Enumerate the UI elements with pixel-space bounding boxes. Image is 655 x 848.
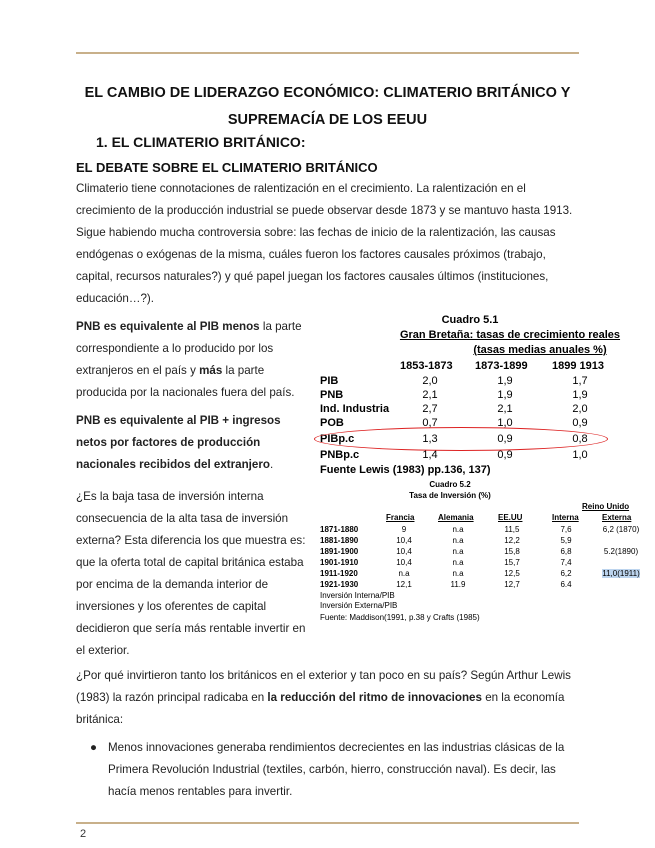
top-rule [76, 52, 579, 54]
table-row [320, 580, 640, 590]
title-line-2: SUPREMACÍA DE LOS EEUU [227, 112, 428, 128]
para-2-text-a: ¿Por qué invirtieron tanto los británicos en el exterior y tan poco en su país? Según Arthur Lewis (1983) la razón principal radicaba en [76, 669, 571, 704]
table-row [320, 547, 640, 557]
row-label: PIB [320, 375, 339, 387]
table-cell: 2,0 [572, 403, 588, 415]
section-heading: 1. EL CLIMATERIO BRITÁNICO: [96, 134, 306, 150]
table-cell: n.a [452, 525, 464, 534]
table-cell: 10,4 [396, 536, 412, 545]
table-row [320, 449, 620, 463]
title-line-1: EL CAMBIO DE LIDERAZGO ECONÓMICO: CLIMATERIO BRITÁNICO Y [84, 85, 571, 101]
pnb-1-bold-a: PNB es equivalente al PIB menos [76, 320, 260, 333]
row-label: PIBp.c [320, 433, 355, 445]
table-cell: 1,9 [497, 375, 513, 387]
table-row [320, 375, 620, 389]
row-label: 1871-1880 [320, 525, 359, 534]
table-cell: 7,6 [560, 525, 572, 534]
page-number: 2 [80, 828, 87, 840]
bullet-icon: ● [90, 741, 98, 754]
table-cell: 1,0 [497, 417, 513, 429]
table-5-2-source: Fuente: Maddison(1991, p.38 y Crafts (1985) [320, 613, 480, 622]
table-cell: 2,0 [422, 375, 438, 387]
table-5-1-header: 1873-1899 [475, 360, 528, 372]
table-cell: 0,9 [497, 433, 513, 445]
table-cell: n.a [452, 547, 464, 556]
table-cell: 1,3 [422, 433, 438, 445]
row-label: PNB [320, 389, 344, 401]
table-row [320, 536, 640, 546]
table-cell: 0,9 [497, 449, 513, 461]
para-2-text-b: en la economía británica: [76, 691, 565, 726]
intro-paragraph: Climaterio tiene connotaciones de ralentización en el crecimiento. La ralentización en el crecimiento de la producción industrial se puede observar desde 1873 y se mantuvo hasta 1913. Sigue habiendo mucha controversia sobre: las fechas de inicio de la ralentización, las causas endógenas o exógenas de la misma, cuáles fueron los factores causales próximos (trabajo, capital, recursos naturales?) y qué papel juegan los factores causales últimos (instituciones, educación…?). [76, 182, 573, 305]
pnb-2-end: . [269, 458, 274, 471]
table-5-2-note: Inversión Externa/PIB [320, 601, 398, 610]
table-cell: 2,1 [497, 403, 513, 415]
table-cell: 0,8 [572, 433, 588, 445]
table-5-2-header: Alemania [438, 513, 474, 522]
row-label: 1881-1890 [320, 536, 359, 545]
table-5-1-header: 1899 1913 [552, 360, 604, 372]
subsection-heading: EL DEBATE SOBRE EL CLIMATERIO BRITÁNICO [76, 160, 378, 175]
bullet-text: Menos innovaciones generaba rendimientos decrecientes en las industrias clásicas de la Primera Revolución Industrial (textiles, carbón, hierro, construcción naval). Es decir, las hacía menos rentables para invertir. [108, 741, 565, 798]
table-cell: 7,4 [560, 558, 572, 567]
row-label: Ind. Industria [320, 403, 390, 415]
table-cell: 15,8 [504, 547, 520, 556]
bottom-rule [76, 822, 579, 824]
table-5-2-header: Francia [386, 513, 415, 522]
table-cell: 6,8 [560, 547, 572, 556]
table-cell: 10,4 [396, 547, 412, 556]
table-cell: n.a [452, 536, 464, 545]
table-row [320, 558, 640, 568]
table-cell: n.a [452, 569, 464, 578]
table-5-2-header: Externa [602, 513, 632, 522]
table-row [320, 403, 620, 417]
table-cell: 12,1 [396, 580, 412, 589]
table-5-1-subtitle: (tasas medias anuales %) [473, 344, 607, 356]
table-cell: 6,2 (1870) [602, 525, 640, 534]
table-row [320, 389, 620, 403]
row-label: PNBp.c [320, 449, 360, 461]
table-cell: n.a [398, 569, 410, 578]
highlighted-value: 11,0(1911) [602, 569, 640, 578]
table-cell: 1,7 [572, 375, 588, 387]
table-cell: 1,0 [572, 449, 588, 461]
table-cell: 2,1 [422, 389, 438, 401]
table-cell: 1,4 [422, 449, 438, 461]
pnb-definition-1 [76, 316, 314, 404]
table-5-1-header: 1853-1873 [400, 360, 453, 372]
row-label: POB [320, 417, 344, 429]
table-cell: 11.9 [450, 580, 466, 589]
table-cell: 12,5 [504, 569, 520, 578]
row-label: 1891-1900 [320, 547, 359, 556]
innovation-paragraph [76, 665, 582, 731]
row-label: 1911-1920 [320, 569, 358, 578]
investment-question: ¿Es la baja tasa de inversión interna consecuencia de la alta tasa de inversión externa? Esta diferencia los que muestra es: que la oferta total de capital británica estaba por encima de la demanda interior de inversiones y los oferentes de capital decidieron que sería más rentable invertir en el exterior. [76, 490, 306, 657]
table-5-1-title: Gran Bretaña: tasas de crecimiento reales [399, 329, 621, 341]
table-row [320, 569, 640, 579]
highlight-ellipse [314, 427, 608, 451]
table-row [320, 525, 640, 535]
table-cell: 12,7 [504, 580, 520, 589]
table-cell: 5,9 [560, 536, 572, 545]
pnb-1-bold-b: más [199, 364, 223, 377]
table-cell: n.a [452, 558, 464, 567]
table-cell: 10,4 [396, 558, 412, 567]
table-cell: 0,9 [572, 417, 588, 429]
table-5-2-note: Inversión Interna/PIB [320, 591, 395, 600]
table-cell: 1,9 [572, 389, 588, 401]
pnb-1-text-b: la parte producida por la nacionales fuera del país. [76, 364, 295, 399]
table-5-2-header: Interna [552, 513, 579, 522]
table-cell: 11,5 [504, 525, 520, 534]
table-cell: 5.2(1890) [603, 547, 639, 556]
table-cell: 1,9 [497, 389, 513, 401]
para-2-bold: la reducción del ritmo de innovaciones [267, 691, 482, 704]
table-cell: 2,7 [422, 403, 438, 415]
table-5-2-group-header: Reino Unido [582, 502, 630, 511]
row-label: 1921-1930 [320, 580, 359, 589]
table-cell: 15,7 [504, 558, 520, 567]
table-5-2-caption: Cuadro 5.2 [429, 480, 471, 489]
row-label: 1901-1910 [320, 558, 359, 567]
table-5-2-header: EE.UU [498, 513, 523, 522]
table-cell: 0,7 [422, 417, 438, 429]
table-5-1-source: Fuente Lewis (1983) pp.136, 137) [320, 464, 491, 476]
list-item [90, 737, 582, 803]
document-title [76, 80, 579, 134]
table-cell-highlighted [592, 569, 650, 578]
table-5-2-title: Tasa de Inversión (%) [409, 491, 491, 500]
table-5-1-caption: Cuadro 5.1 [441, 314, 499, 326]
table-cell: 6.4 [560, 580, 572, 589]
pnb-definition-2 [76, 410, 314, 476]
table-cell: 12,2 [504, 536, 520, 545]
pnb-1-text-a: la parte correspondiente a lo producido por los extranjeros en el país y [76, 320, 302, 377]
table-cell: 6,2 [560, 569, 572, 578]
table-cell: 9 [401, 525, 407, 534]
pnb-2-bold: PNB es equivalente al PIB + ingresos netos por factores de producción nacionales recibidos del extranjero [76, 414, 281, 471]
